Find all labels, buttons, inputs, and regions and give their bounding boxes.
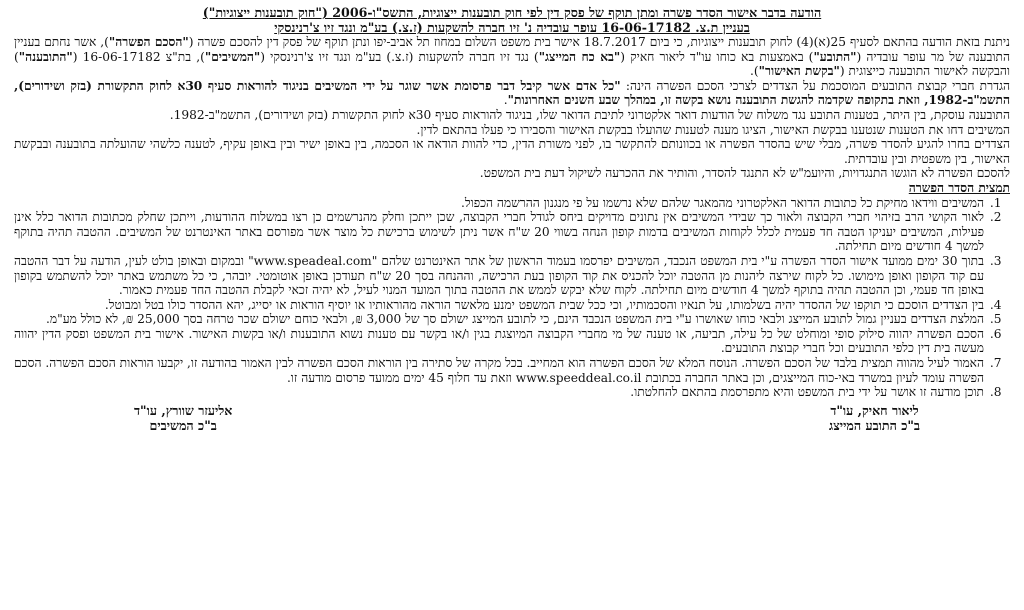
p1-text-a: ניתנת בזאת הודעה בהתאם לסעיף 25(א)(4) לחוק תובענות ייצוגיות, כי ביום 18.7.2017 אישר בית משפט השלום במחוז תל אביב-יפו ונתן תוקף של פסק דין להסכם פשרה ( <box>188 35 1010 49</box>
p1-text-k: ) והבקשה לאישור התובענה כייצוגית ( <box>14 49 1010 79</box>
paragraph-approval <box>14 35 1010 79</box>
p1-term-claim: "התובענה" <box>18 49 73 64</box>
term-item <box>14 356 986 385</box>
term-text: בתוך 30 ימים ממועד אישור הסדר הפשרה ע"י בית המשפט הנכבד, המשיבים יפרסמו בעמוד הראשון של אתר האינטרנט שלהם <box>377 253 984 268</box>
terms-list <box>14 196 1010 400</box>
term-text: ובמקום ובאופן בולט לעין, הודעה על דבר ההטבה עם קוד הקופון ואופן מימושו. כל לקוח שירצה ליהנות מן ההטבה יוכל להכניס את קוד הקופון בעת הרכישה, וההנחה בסך 20 ש"ח תעודכן באופן אוטומטי. יובהר, כי כל משתמש באתר יוכל להשתמש בקופון באופן חד פעמי, וכן ההטבה תהיה בתוקף למשך 4 חודשים מיום תחילתה. לקוח שלא יבקש לממש את ההטבה בתוך המועד המנוי לעיל, לא יהיה זכאי לקבלת ההטבה החד פעמית כאמור. <box>14 253 984 298</box>
signature-role: ב"כ המשיבים <box>149 417 217 433</box>
website-address: "www.speadeal.com" <box>248 253 378 268</box>
p2-class-definition: "כל אדם אשר קיבל דבר פרסומת אשר שוגר על ידי המשיבים בניגוד להוראות סעיף 30א לחוק התקשורת (בזק ושידורים), התשמ"ב-1982, וזאת בתקופה שקדמה להגשת התובענה נושא בקשה זו, במהלך שבע השנים האחרונות" <box>14 78 1010 108</box>
term-text: וזאת עד חלוף 45 ימים ממועד פרסום מודעה זו. <box>286 370 516 385</box>
term-text: הסכם הפשרה יהווה סילוק סופי ומוחלט של כל עילה, תביעה, או טענה של מי מחברי הקבוצה המיוצגת בגין ו/או בקשר עם טענות נשוא התובענות ו/או בקשות האישור. אישור בית המשפט ופסק הדין יהווה מעשה בית דין כלפי התובעים וכל חברי קבוצת התובעים. <box>14 326 984 356</box>
p2-text-c: . <box>503 93 508 108</box>
signature-role: ב"כ התובע המייצג <box>829 417 920 433</box>
term-text: המלצת הצדדים בעניין גמול לתובע המייצג ולבאי כוחו שאושרו ע"י בית המשפט הנכבד הינם, כי לתובע המייצג ישולם סך של 3,000 ₪, ולבאי כוחם ישולם שכר טרחה בסך 25,000 ₪, לא כולל מע"מ. <box>46 312 984 327</box>
signature-block <box>14 403 1010 433</box>
term-text: האמור לעיל מהווה תמצית בלבד של הסכם הפשרה. הנוסח המלא של הסכם הפשרה הוא המחייב. בכל מקרה של סתירה בין הוראות הסכם הפשרה לבין האמור בהודעה זו, יקבעו הוראות הסכם הפשרה. הסכם הפשרה עומד לעיון במשרד באי-כוח המייצגים, וכן באתר החברה בכתובת <box>14 356 984 385</box>
term-item <box>14 210 986 254</box>
terms-heading: תמצית הסדר הפשרה <box>908 180 1010 195</box>
p1-text-m: ). <box>750 64 759 79</box>
p1-text-g: ) נגד זיו חברה להשקעות (ז.צ.) בע"מ ונגד זיו צ'רנינסקי ( <box>260 49 539 64</box>
term-item <box>14 312 986 327</box>
term-text: תוכן מודעה זו אושר על ידי בית המשפט והיא מתפרסמת בהתאם להחלטתו. <box>630 385 984 400</box>
p1-term-counsel: "בא כח המייצג" <box>538 49 621 64</box>
p1-term-respondents: "המשיבים" <box>204 49 261 64</box>
paragraph-no-objections: להסכם הפשרה לא הוגשו התנגדויות, והיועמ"ש לא התנגד להסדר, והותיר את ההכרעה לשיקול דעת בית המשפט. <box>479 166 1010 181</box>
signature-plaintiff-counsel <box>829 403 920 433</box>
term-item <box>14 298 986 313</box>
term-text: לאור הקושי הרב בזיהוי חברי הקבוצה ולאור כך שבידי המשיבים אין נתונים מדויקים ביחס לגודל חברי הקבוצה, שכן ייתכן וחלק מהנרשמים כן רצו במשלוח ההודעות, וייתכן שחלק מכתובות הדואר כלל אינן פעילות, המשיבים יעניקו הטבה חד פעמית לכלל לקוחות המשיבים בדמות קופון הנחה בשווי 20 ש"ח אשר ניתן לשימוש ברכישת כל מוצר אשר מפורסם באתר האינטרנט של המשיבים. ההטבה תהיה בתוקף למשך 4 חודשים מיום תחילתה. <box>14 210 985 254</box>
p1-term-motion: "בקשת האישור" <box>758 64 840 79</box>
p1-term-settlement: "הסכם הפשרה" <box>108 35 189 49</box>
term-text: המשיבים ווידאו מחיקת כל כתובות הדואר האלקטרוני מהמאגר שלהם שלא נרשמו על פי מנגנון ההרשמה הכפול. <box>461 195 984 210</box>
signature-name: ליאור חאיק, עו"ד <box>830 402 919 418</box>
p1-text-e: ) באמצעות בא כוחו עו"ד ליאור חאיק ( <box>620 49 814 64</box>
paragraph-no-admission: הצדדים בחרו להגיע להסדר פשרה, מבלי שיש בהסדר הפשרה או בכוונותם להתקשר בו, לפני משורת הדין, כדי להוות הודאה או הסכמה, בין באופן ישיר ובין באופן עקיף, לטענה כלשהי שהועלתה בתובענה ובבקשת האישור, בין משפטית ובין עובדתית. <box>14 137 1010 166</box>
p1-text-c: ), אשר נחתם בעניין התובענה של מר עופר עובדיה ( <box>14 35 1010 64</box>
term-item <box>14 385 986 400</box>
notice-title: הודעה בדבר אישור הסדר פשרה ומתן תוקף של פסק דין לפי חוק תובענות ייצוגיות, התשס"ו-2006 ("חוק תובענות ייצוגיות") <box>202 5 822 20</box>
term-item <box>14 254 986 298</box>
p1-term-plaintiff: "התובע" <box>813 49 857 64</box>
p1-text-i: ), בת"צ 16-06-17182 ( <box>72 49 205 64</box>
website-address: www.speeddeal.co.il <box>515 370 642 385</box>
term-text: בין הצדדים הוסכם כי תוקפו של ההסדר יהיה בשלמותו, על תנאיו והסכמותיו, וכי ככל שבית המשפט ימנע מלאשר הוראה מהוראותיו או יוסיף הוראות או יסייג, יהא ההסדר כולו בטל ומבוטל. <box>104 297 984 312</box>
paragraph-class-definition <box>14 79 1010 108</box>
term-item <box>14 327 986 356</box>
paragraph-respondents-position: המשיבים דחו את הטענות שנטענו בבקשת האישור, הציגו מענה לטענות שהועלו בבקשת האישור והסבירו כי פעלו בהתאם לדין. <box>416 122 1010 137</box>
paragraph-claim-subject: התובענה עוסקת, בין היתר, בטענות התובע נגד משלוח של הודעות דואר אלקטרוני לתיבת הדואר שלו, בניגוד להוראות סעיף 30א לחוק התקשורת (בזק ושידורים), התשמ"ב-1982. <box>169 107 1010 122</box>
p2-text-a: הגדרת חברי קבוצת התובעים המוסכמת על הצדדים לצרכי הסכם הפשרה הינה: <box>620 78 1010 93</box>
notice-subtitle: בעניין ת.צ. 16-06-17182 עופר עובדיה נ' זיו חברה להשקעות (ז.צ.) בע"מ ונגד זיו צ'רנינסקי <box>274 20 750 35</box>
signature-name: אליעזר שוורץ, עו"ד <box>134 402 233 418</box>
signature-respondents-counsel <box>134 403 232 433</box>
term-item <box>14 196 986 211</box>
